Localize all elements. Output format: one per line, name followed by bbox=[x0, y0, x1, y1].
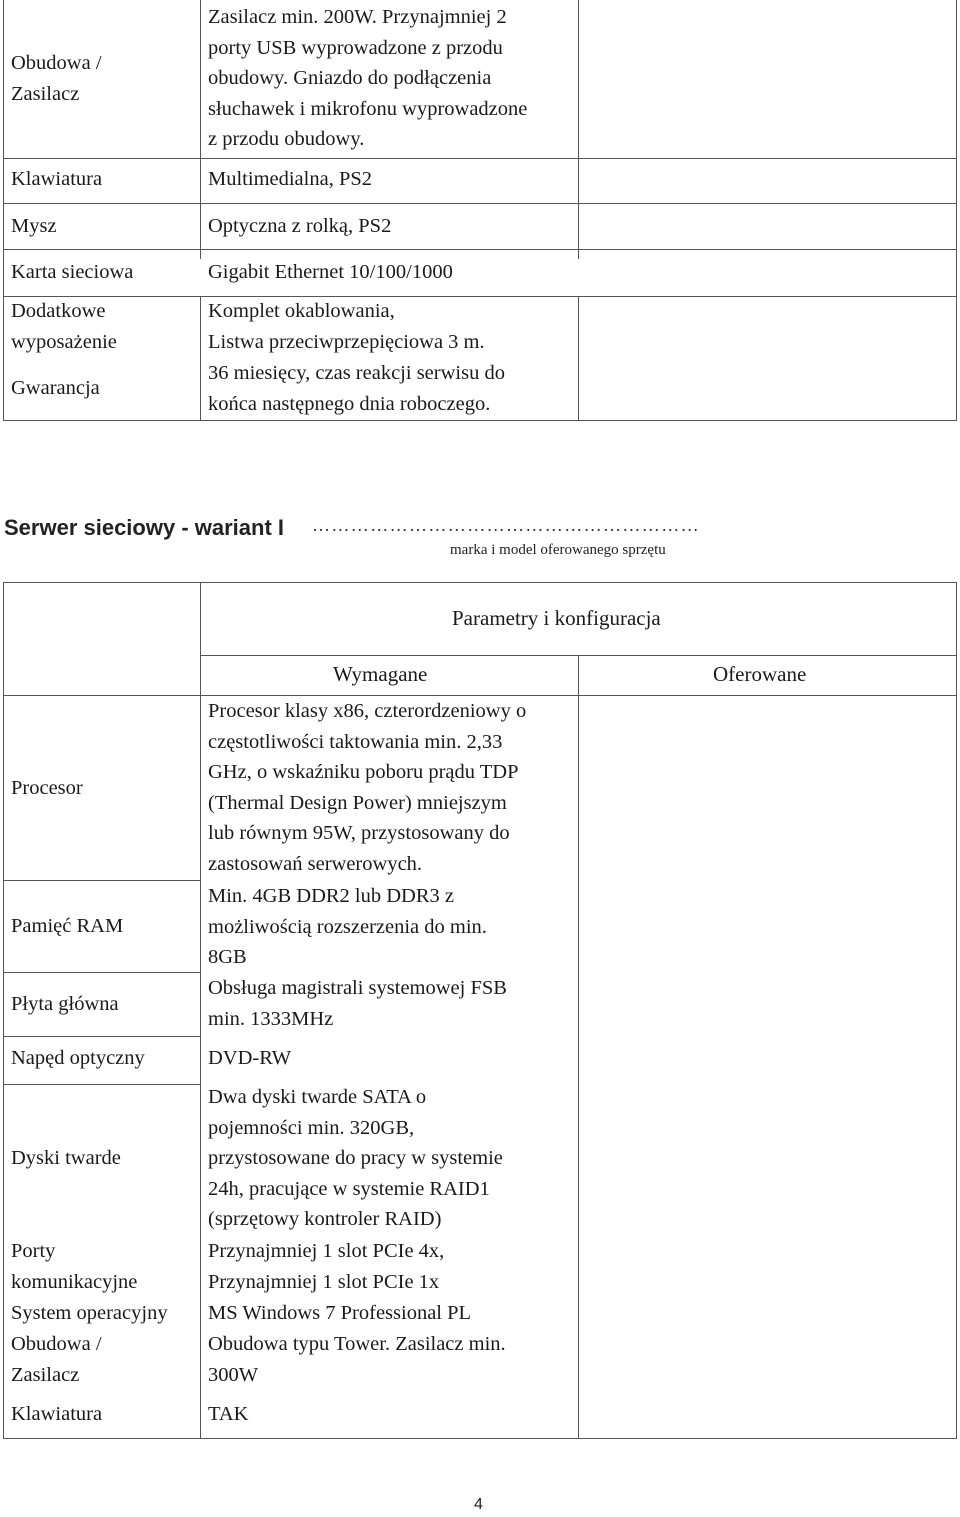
table-row-label: Obudowa / Zasilacz bbox=[11, 1333, 102, 1386]
table-row-label: Porty komunikacyjne bbox=[11, 1240, 138, 1293]
table-row-value: Zasilacz min. 200W. Przynajmniej 2 porty USB wyprowadzone z przodu obudowy. Gniazdo do podłączenia słuchawek i mikrofonu wyprowadzone z przodu obudowy. bbox=[208, 6, 528, 150]
table-row-label: Dodatkowe wyposażenie bbox=[11, 300, 117, 353]
table-row-label: Procesor bbox=[11, 777, 83, 799]
table-row-label: Obudowa / Zasilacz bbox=[11, 52, 102, 105]
table-row-value: Komplet okablowania, Listwa przeciwprzepięciowa 3 m. bbox=[208, 300, 485, 353]
table-row-value: Multimedialna, PS2 bbox=[208, 168, 372, 190]
section-caption: marka i model oferowanego sprzętu bbox=[450, 542, 666, 558]
table-row-label: System operacyjny bbox=[11, 1302, 168, 1324]
header-offered: Oferowane bbox=[713, 662, 807, 686]
table-row-label: Płyta główna bbox=[11, 993, 119, 1015]
page-number: 4 bbox=[474, 1496, 483, 1513]
table-row-label: Gwarancja bbox=[11, 377, 100, 399]
header-parameters: Parametry i konfiguracja bbox=[452, 606, 661, 630]
table-row-value: 36 miesięcy, czas reakcji serwisu do końca następnego dnia roboczego. bbox=[208, 362, 505, 415]
table-row-label: Dyski twarde bbox=[11, 1147, 121, 1169]
table-row-value: Obudowa typu Tower. Zasilacz min. 300W bbox=[208, 1333, 506, 1386]
section-title: Serwer sieciowy - wariant I bbox=[4, 515, 285, 540]
table-row-value: Dwa dyski twarde SATA o pojemności min. 320GB, przystosowane do pracy w systemie 24h, pracujące w systemie RAID1 (sprzętowy kontroler RAID) bbox=[208, 1086, 503, 1230]
table-row-value: Min. 4GB DDR2 lub DDR3 z możliwością rozszerzenia do min. 8GB bbox=[208, 885, 487, 968]
table-row-label: Klawiatura bbox=[11, 168, 103, 190]
table-row-label: Mysz bbox=[11, 215, 57, 237]
table-row-label: Karta sieciowa bbox=[11, 261, 134, 283]
table-row-value: Procesor klasy x86, czterordzeniowy o częstotliwości taktowania min. 2,33 GHz, o wskaźniku poboru prądu TDP (Thermal Design Power) mniejszym lub równym 95W, przystosowany do zastosowań serwerowych. bbox=[208, 700, 527, 875]
header-required: Wymagane bbox=[333, 662, 428, 686]
dotted-fill-line: …………………………………………………… bbox=[312, 515, 700, 535]
table-row-value: DVD-RW bbox=[208, 1047, 292, 1069]
table-row-value: Optyczna z rolką, PS2 bbox=[208, 215, 392, 237]
table-row-value: Obsługa magistrali systemowej FSB min. 1333MHz bbox=[208, 977, 507, 1030]
table-row-value: MS Windows 7 Professional PL bbox=[208, 1302, 472, 1324]
table-row-value: Gigabit Ethernet 10/100/1000 bbox=[208, 261, 453, 283]
table-row-value: TAK bbox=[208, 1403, 249, 1425]
table-row-value: Przynajmniej 1 slot PCIe 4x, Przynajmniej 1 slot PCIe 1x bbox=[208, 1240, 445, 1293]
table-row-label: Pamięć RAM bbox=[11, 915, 124, 937]
table-row-label: Klawiatura bbox=[11, 1403, 103, 1425]
table-row-label: Napęd optyczny bbox=[11, 1047, 145, 1069]
